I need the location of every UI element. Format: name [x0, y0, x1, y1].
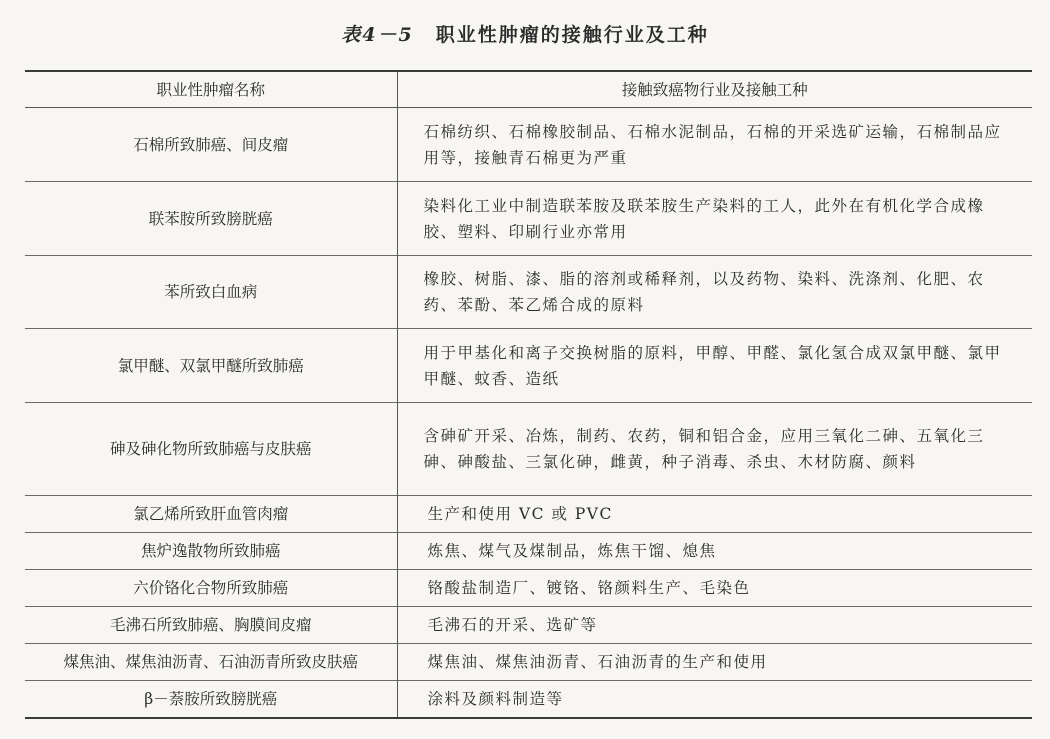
table-row: [25, 256, 1032, 329]
industries-cell: 用于甲基化和离子交换树脂的原料，甲醇、甲醛、氯化氢合成双氯甲醚、氯甲甲醚、蚊香、造纸: [423, 343, 1002, 388]
tumor-name-cell: 六价铬化合物所致肺癌: [25, 570, 397, 607]
industries-cell: 毛沸石的开采、选矿等: [427, 616, 598, 634]
table-row: [25, 108, 1032, 182]
tumor-name-cell: 氯乙烯所致肝血管肉瘤: [25, 496, 397, 533]
column-header-industries: 接触致癌物行业及接触工种: [621, 80, 808, 99]
industries-cell: 生产和使用 VC 或 PVC: [427, 505, 613, 523]
industries-cell: 涂料及颜料制造等: [427, 689, 564, 708]
table-row: [25, 570, 1032, 607]
tumor-name-cell: 煤焦油、煤焦油沥青、石油沥青所致皮肤癌: [25, 644, 397, 681]
tumor-name-cell: 石棉所致肺癌、间皮瘤: [25, 108, 397, 182]
table-title: 职业性肿瘤的接触行业及工种: [435, 24, 709, 46]
industries-cell: 石棉纺织、石棉橡胶制品、石棉水泥制品，石棉的开采选矿运输，石棉制品应用等，接触青石棉更为严重: [423, 122, 1002, 167]
table-row: [25, 329, 1032, 403]
column-header-tumor-name: 职业性肿瘤名称: [25, 71, 397, 108]
table-row: [25, 607, 1032, 644]
industries-cell: 铬酸盐制造厂、镀铬、铬颜料生产、毛染色: [427, 579, 751, 597]
table-row: [25, 403, 1032, 496]
tumor-name-cell: 焦炉逸散物所致肺癌: [25, 533, 397, 570]
industries-cell: 煤焦油、煤焦油沥青、石油沥青的生产和使用: [427, 653, 768, 671]
industries-cell: 炼焦、煤气及煤制品，炼焦干馏、熄焦: [427, 542, 717, 560]
tumor-name-cell: 联苯胺所致膀胱癌: [25, 182, 397, 256]
tumor-name-cell: 毛沸石所致肺癌、胸膜间皮瘤: [25, 607, 397, 644]
tumor-name-cell: 苯所致白血病: [25, 256, 397, 329]
industries-cell: 染料化工业中制造联苯胺及联苯胺生产染料的工人，此外在有机化学合成橡胶、塑料、印刷行业亦常用: [423, 196, 985, 241]
tumor-name-cell: 氯甲醚、双氯甲醚所致肺癌: [25, 329, 397, 403]
table-number: 表4－5: [341, 24, 414, 46]
occupational-tumor-table: [25, 70, 1032, 719]
tumor-name-cell: 砷及砷化物所致肺癌与皮肤癌: [25, 403, 397, 496]
table-row: [25, 644, 1032, 681]
table-row: [25, 496, 1032, 533]
table-row: [25, 681, 1032, 718]
industries-cell: 橡胶、树脂、漆、脂的溶剂或稀释剂，以及药物、染料、洗涤剂、化肥、农药、苯酚、苯乙烯合成的原料: [423, 270, 985, 314]
table-row: [25, 533, 1032, 570]
table-header-row: [25, 71, 1032, 108]
industries-cell: 含砷矿开采、冶炼，制药、农药，铜和铝合金，应用三氧化二砷、五氧化三砷、砷酸盐、三氯化砷，雌黄，种子消毒、杀虫、木材防腐、颜料: [423, 427, 985, 471]
table-row: [25, 182, 1032, 256]
table-caption: [0, 20, 1050, 47]
tumor-name-cell: β－萘胺所致膀胱癌: [25, 681, 397, 718]
